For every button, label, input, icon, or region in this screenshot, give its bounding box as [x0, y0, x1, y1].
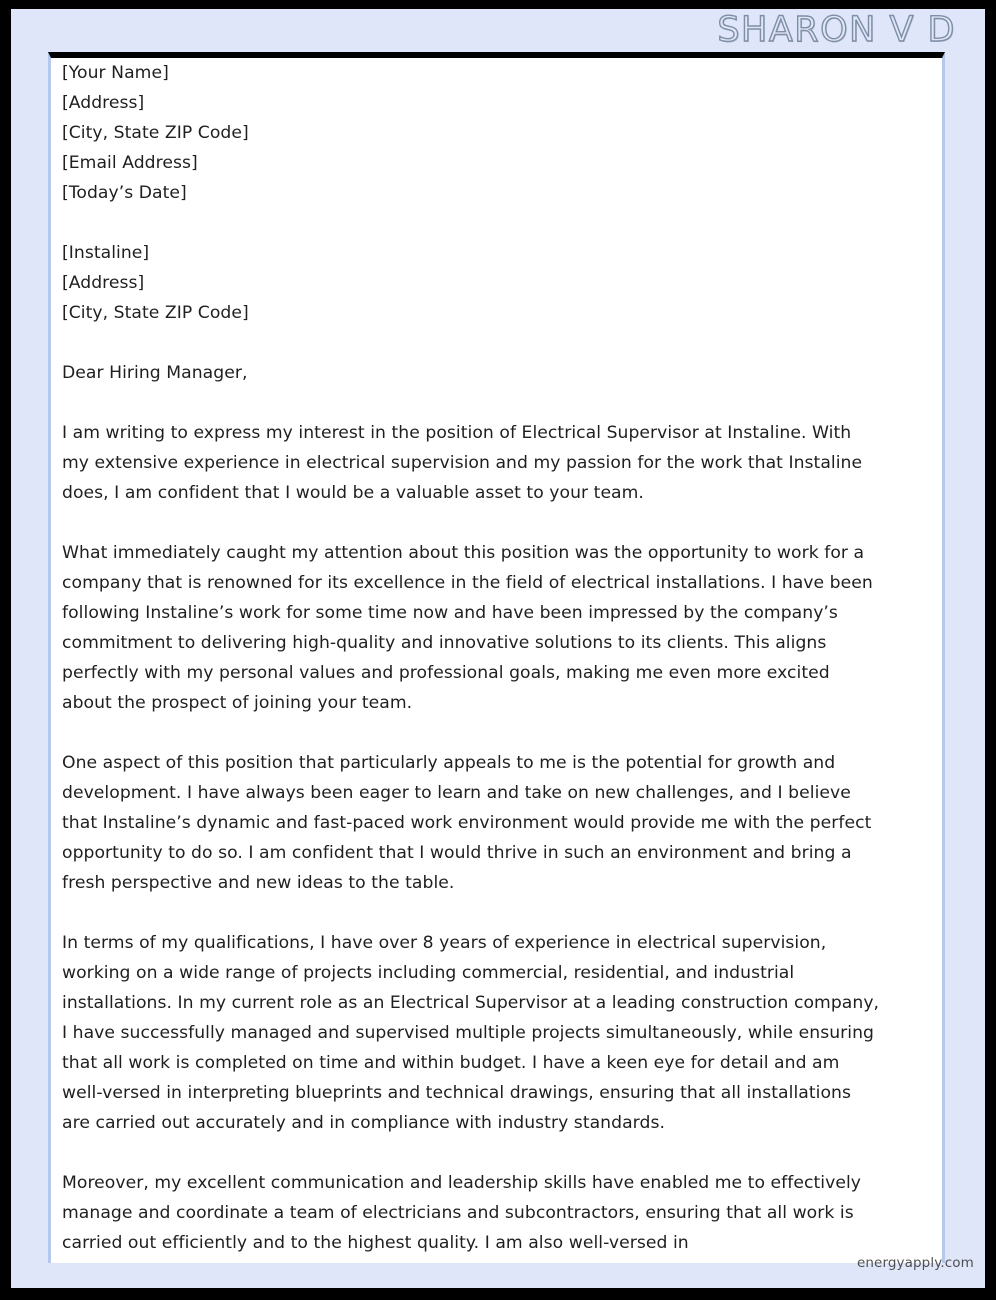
- letter-content: [62, 58, 880, 1258]
- sender-line: [Your Name]: [62, 63, 169, 83]
- letterhead-name: SHARON V D: [717, 10, 956, 50]
- letter-sheet-background: [11, 9, 985, 1288]
- body-paragraph: I am writing to express my interest in the position of Electrical Supervisor at Instaline. With my extensive experience in electrical supervision and my passion for the work that Instaline does, I am confident that I would be a valuable asset to your team.: [62, 423, 863, 503]
- body-paragraph: One aspect of this position that particularly appeals to me is the potential for growth and development. I have always been eager to learn and take on new challenges, and I believe that Instaline’s dynamic and fast-paced work environment would provide me with the perfect opportunity to do so. I am confident that I would thrive in such an environment and bring a fresh perspective and new ideas to the table.: [62, 753, 872, 893]
- salutation: Dear Hiring Manager,: [62, 363, 248, 383]
- recipient-line: [Instaline]: [62, 243, 150, 263]
- sender-address-block: [62, 58, 880, 208]
- watermark: energyapply.com: [857, 1255, 974, 1271]
- body-paragraph: Moreover, my excellent communication and leadership skills have enabled me to effectively manage and coordinate a team of electricians and subcontractors, ensuring that all work is carried out efficiently and to the highest quality. I am also well-versed in: [62, 1173, 862, 1253]
- sender-line: [Today’s Date]: [62, 183, 187, 203]
- body-paragraph: In terms of my qualifications, I have over 8 years of experience in electrical supervision, working on a wide range of projects including commercial, residential, and industrial installations. In my current role as an Electrical Supervisor at a leading construction company, I have successfully managed and supervised multiple projects simultaneously, while ensuring that all work is completed on time and within budget. I have a keen eye for detail and am well-versed in interpreting blueprints and technical drawings, ensuring that all installations are carried out accurately and in compliance with industry standards.: [62, 933, 880, 1133]
- recipient-line: [Address]: [62, 273, 145, 293]
- sender-line: [Email Address]: [62, 153, 198, 173]
- letterhead: [11, 9, 985, 52]
- recipient-line: [City, State ZIP Code]: [62, 303, 249, 323]
- body-paragraph: What immediately caught my attention about this position was the opportunity to work for a company that is renowned for its excellence in the field of electrical installations. I have been following Instaline’s work for some time now and have been impressed by the company’s commitment to delivering high-quality and innovative solutions to its clients. This aligns perfectly with my personal values and professional goals, making me even more excited about the prospect of joining your team.: [62, 543, 873, 713]
- sender-line: [Address]: [62, 93, 145, 113]
- sender-line: [City, State ZIP Code]: [62, 123, 249, 143]
- recipient-address-block: [62, 238, 880, 328]
